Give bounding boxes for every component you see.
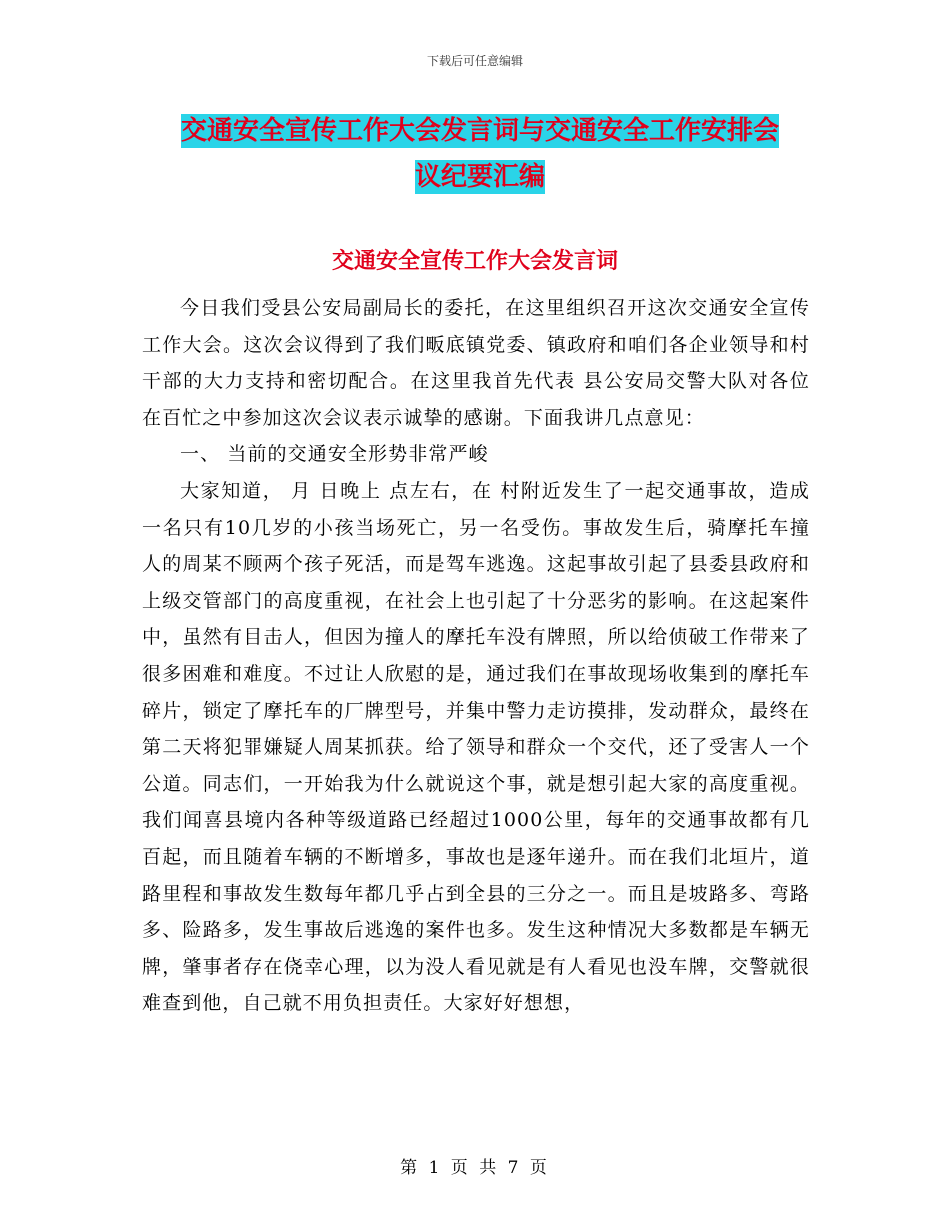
page-footer: 第 1 页 共 7 页 [400, 1158, 550, 1178]
body-text [142, 290, 810, 1022]
document-title-line1: 交通安全宣传工作大会发言词与交通安全工作安排会 [180, 116, 779, 146]
document-title-line2: 议纪要汇编 [414, 162, 545, 192]
section-title: 交通安全宣传工作大会发言词 [331, 249, 618, 274]
paragraph: 大家知道， 月 日晚上 点左右，在 村附近发生了一起交通事故，造成一名只有10几岁的小孩当场死亡，另一名受伤。事故发生后，骑摩托车撞人的周某不顾两个孩子死活，而是驾车逃逸。这起事故引起了县委县政府和上级交管部门的高度重视，在社会上也引起了十分恶劣的影响。在这起案件中，虽然有目击人，但因为撞人的摩托车没有牌照，所以给侦破工作带来了很多困难和难度。不过让人欣慰的是，通过我们在事故现场收集到的摩托车碎片，锁定了摩托车的厂牌型号，并集中警力走访摸排，发动群众，最终在第二天将犯罪嫌疑人周某抓获。给了领导和群众一个交代，还了受害人一个公道。同志们，一开始我为什么就说这个事，就是想引起大家的高度重视。我们闻喜县境内各种等级道路已经超过1000公里，每年的交通事故都有几百起，而且随着车辆的不断增多，事故也是逐年递升。而在我们北垣片，道路里程和事故发生数每年都几乎占到全县的三分之一。而且是坡路多、弯路多、险路多，发生事故后逃逸的案件也多。发生这种情况大多数都是车辆无牌，肇事者存在侥幸心理，以为没人看见就是有人看见也没车牌，交警就很难查到他，自己就不用负担责任。大家好好想想， [142, 479, 810, 1015]
paragraph: 今日我们受县公安局副局长的委托，在这里组织召开这次交通安全宣传工作大会。这次会议得到了我们畈底镇党委、镇政府和咱们各企业领导和村干部的大力支持和密切配合。在这里我首先代表 县公安局交警大队对各位在百忙之中参加这次会议表示诚挚的感谢。下面我讲几点意见： [142, 297, 810, 429]
header-note: 下载后可任意编辑 [426, 54, 523, 68]
paragraph: 一、 当前的交通安全形势非常严峻 [180, 443, 489, 466]
document-title [150, 108, 810, 200]
